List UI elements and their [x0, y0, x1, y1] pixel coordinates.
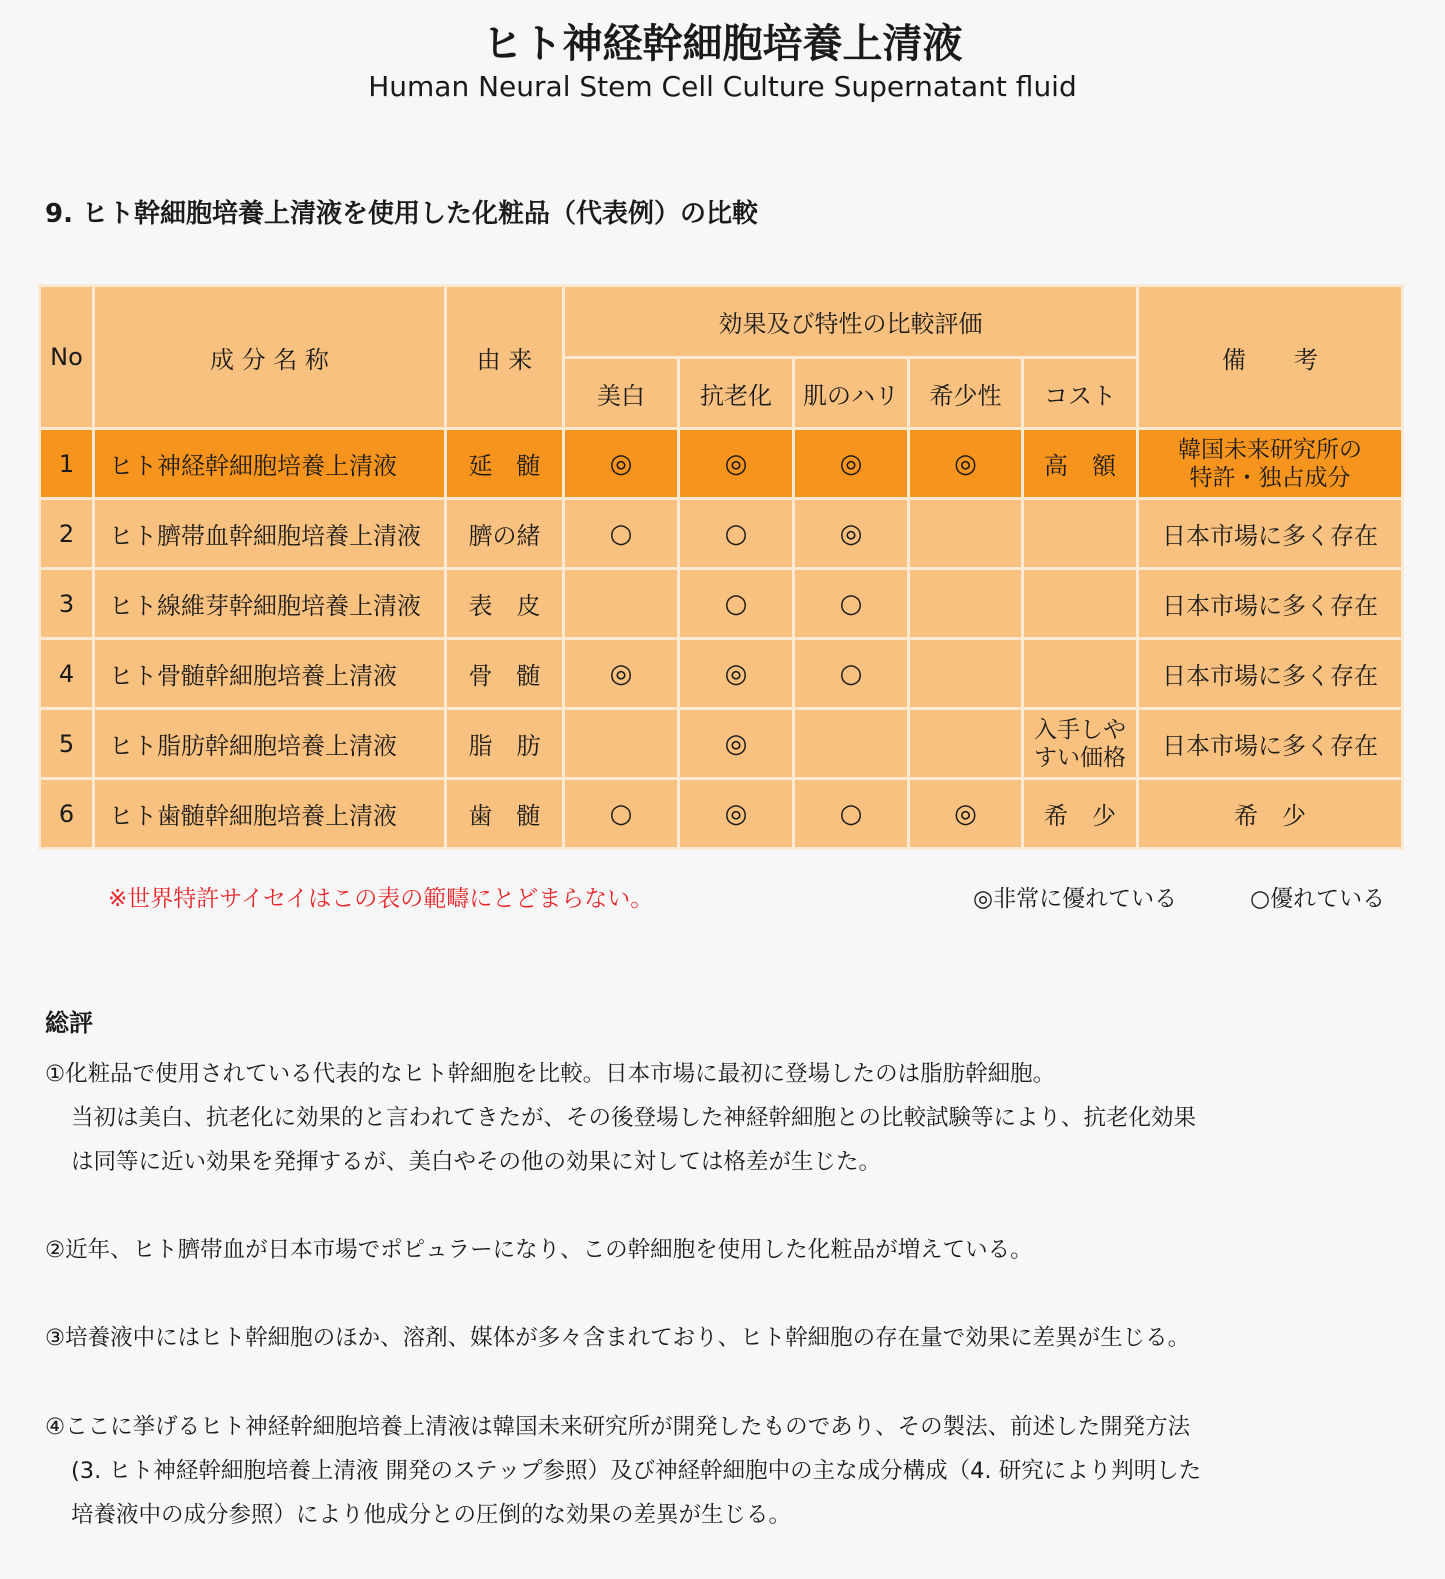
cell-no: 4 [40, 639, 94, 709]
table-row [40, 709, 1403, 779]
cell-whitening: ○ [564, 499, 679, 569]
cell-name: ヒト歯髄幹細胞培養上清液 [94, 779, 446, 849]
cell-whitening [564, 709, 679, 779]
header-name: 成 分 名 称 [94, 286, 446, 429]
cell-remarks: 希 少 [1138, 779, 1403, 849]
summary-paragraph [45, 1316, 1190, 1360]
cell-remarks: 日本市場に多く存在 [1138, 569, 1403, 639]
summary-paragraph [45, 1228, 1033, 1272]
cell-firmness: ◎ [794, 499, 909, 569]
header-firmness: 肌のハリ [794, 358, 909, 429]
paragraph-line: 当初は美白、抗老化に効果的と言われてきたが、その後登場した神経幹細胞との比較試験等により、抗老化効果 [71, 1105, 1197, 1131]
cell-no: 6 [40, 779, 94, 849]
paragraph-line: 培養液中の成分参照）により他成分との圧倒的な効果の差異が生じる。 [71, 1502, 792, 1528]
cell-antiaging: ○ [679, 569, 794, 639]
comparison-table [38, 284, 1404, 850]
cell-firmness: ○ [794, 639, 909, 709]
cell-rarity [909, 499, 1023, 569]
header-origin: 由 来 [446, 286, 564, 429]
header-whitening: 美白 [564, 358, 679, 429]
cell-rarity [909, 639, 1023, 709]
table-row [40, 429, 1403, 499]
cell-no: 1 [40, 429, 94, 499]
cell-firmness: ○ [794, 569, 909, 639]
summary-paragraph [45, 1052, 1196, 1184]
cell-cost: 高 額 [1023, 429, 1138, 499]
cell-no: 3 [40, 569, 94, 639]
cell-firmness: ◎ [794, 429, 909, 499]
header-rarity: 希少性 [909, 358, 1023, 429]
table-row [40, 639, 1403, 709]
table-row [40, 499, 1403, 569]
header-no: No [40, 286, 94, 429]
cell-remarks: 日本市場に多く存在 [1138, 639, 1403, 709]
cell-rarity: ◎ [909, 779, 1023, 849]
cell-antiaging: ◎ [679, 429, 794, 499]
cell-rarity [909, 569, 1023, 639]
cell-cost: 希 少 [1023, 779, 1138, 849]
summary-heading: 総評 [45, 1009, 93, 1037]
paragraph-line: は同等に近い効果を発揮するが、美白やその他の効果に対しては格差が生じた。 [71, 1149, 882, 1175]
table-row [40, 779, 1403, 849]
section-heading: 9. ヒト幹細胞培養上清液を使用した化粧品（代表例）の比較 [45, 199, 759, 229]
cell-rarity [909, 709, 1023, 779]
cell-whitening: ◎ [564, 429, 679, 499]
cell-cost [1023, 639, 1138, 709]
cell-name: ヒト臍帯血幹細胞培養上清液 [94, 499, 446, 569]
cell-antiaging: ○ [679, 499, 794, 569]
cell-cost: 入手しや すい価格 [1023, 709, 1138, 779]
cell-remarks: 日本市場に多く存在 [1138, 499, 1403, 569]
header-antiaging: 抗老化 [679, 358, 794, 429]
cell-origin: 臍の緒 [446, 499, 564, 569]
cell-name: ヒト線維芽幹細胞培養上清液 [94, 569, 446, 639]
cell-origin: 歯 髄 [446, 779, 564, 849]
cell-cost [1023, 499, 1138, 569]
paragraph-line: ④ここに挙げるヒト神経幹細胞培養上清液は韓国未来研究所が開発したものであり、その製法、前述した開発方法 [45, 1414, 1191, 1440]
paragraph-line: (3. ヒト神経幹細胞培養上清液 開発のステップ参照）及び神経幹細胞中の主な成分構成（4. 研究により判明した [71, 1458, 1202, 1484]
cell-whitening: ○ [564, 779, 679, 849]
cell-rarity: ◎ [909, 429, 1023, 499]
cell-remarks: 韓国未来研究所の 特許・独占成分 [1138, 429, 1403, 499]
summary-paragraph [45, 1405, 1201, 1537]
cell-no: 5 [40, 709, 94, 779]
cell-antiaging: ◎ [679, 709, 794, 779]
cell-name: ヒト脂肪幹細胞培養上清液 [94, 709, 446, 779]
table-row [40, 569, 1403, 639]
cell-antiaging: ◎ [679, 639, 794, 709]
cell-name: ヒト骨髄幹細胞培養上清液 [94, 639, 446, 709]
cell-origin: 延 髄 [446, 429, 564, 499]
cell-origin: 骨 髄 [446, 639, 564, 709]
paragraph-line: ②近年、ヒト臍帯血が日本市場でポピュラーになり、この幹細胞を使用した化粧品が増えている。 [45, 1237, 1033, 1263]
cell-firmness: ○ [794, 779, 909, 849]
cell-firmness [794, 709, 909, 779]
header-cost: コスト [1023, 358, 1138, 429]
paragraph-line: ①化粧品で使用されている代表的なヒト幹細胞を比較。日本市場に最初に登場したのは脂肪幹細胞。 [45, 1061, 1056, 1087]
cell-remarks: 日本市場に多く存在 [1138, 709, 1403, 779]
cell-origin: 脂 肪 [446, 709, 564, 779]
cell-cost [1023, 569, 1138, 639]
cell-origin: 表 皮 [446, 569, 564, 639]
footnote: ※世界特許サイセイはこの表の範疇にとどまらない。 [108, 886, 654, 912]
cell-whitening: ◎ [564, 639, 679, 709]
cell-no: 2 [40, 499, 94, 569]
cell-name: ヒト神経幹細胞培養上清液 [94, 429, 446, 499]
legend-good: ○優れている [1250, 886, 1386, 912]
page-subtitle: Human Neural Stem Cell Culture Supernatant fluid [368, 70, 1077, 103]
header-remarks: 備 考 [1138, 286, 1403, 429]
header-evaluation: 効果及び特性の比較評価 [564, 286, 1138, 358]
cell-antiaging: ◎ [679, 779, 794, 849]
legend-excellent: ◎非常に優れている [973, 886, 1178, 912]
cell-whitening [564, 569, 679, 639]
paragraph-line: ③培養液中にはヒト幹細胞のほか、溶剤、媒体が多々含まれており、ヒト幹細胞の存在量で効果に差異が生じる。 [45, 1325, 1191, 1351]
page-title: ヒト神経幹細胞培養上清液 [482, 21, 963, 67]
